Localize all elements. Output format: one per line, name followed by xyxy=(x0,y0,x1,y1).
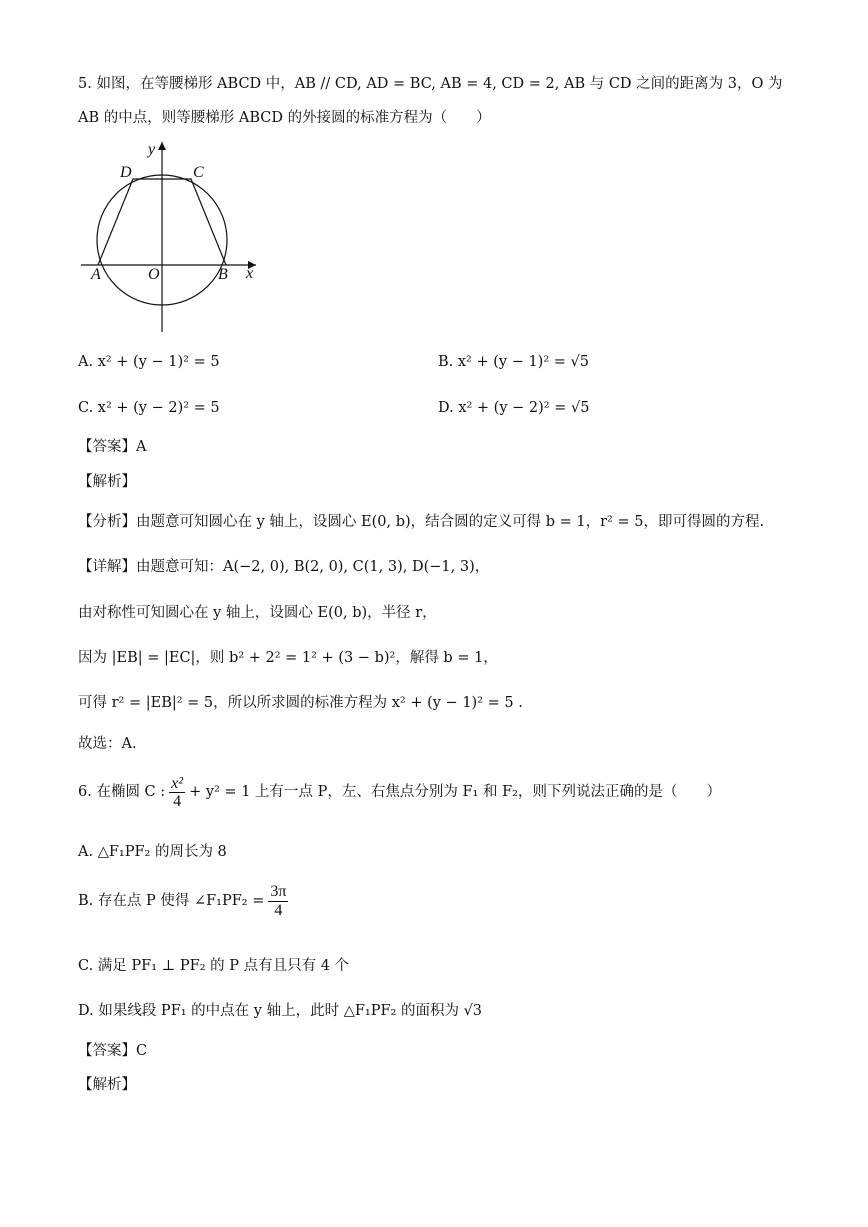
q5-option-b: B. x² + (y − 1)² = √5 xyxy=(438,354,589,370)
q6-option-b-text: B. 存在点 P 使得 ∠F₁PF₂ = xyxy=(78,893,265,909)
q5-detail-line3: 因为 |EB| = |EC|，则 b² + 2² = 1² + (3 − b)²，解得 b = 1， xyxy=(78,650,498,666)
q6-option-b-fraction xyxy=(268,883,288,920)
label-D: D xyxy=(120,164,132,181)
q5-option-c: C. x² + (y − 2)² = 5 xyxy=(78,400,220,416)
label-y: y xyxy=(148,141,156,158)
q5-figure xyxy=(78,138,268,338)
q6-stem-fraction xyxy=(169,775,185,810)
q6-option-c: C. 满足 PF₁ ⊥ PF₂ 的 P 点有且只有 4 个 xyxy=(78,958,350,974)
q5-detail-line2: 由对称性可知圆心在 y 轴上，设圆心 E(0, b)，半径 r， xyxy=(78,605,437,621)
q5-fenxi: 【分析】由题意可知圆心在 y 轴上，设圆心 E(0, b)，结合圆的定义可得 b = 1，r² = 5，即可得圆的方程. xyxy=(78,514,765,530)
q6-option-b-fraction-num: 3π xyxy=(270,882,287,900)
q5-option-d: D. x² + (y − 2)² = √5 xyxy=(438,400,590,416)
q5-detail-line4: 可得 r² = |EB|² = 5，所以所求圆的标准方程为 x² + (y − 1)² = 5 . xyxy=(78,695,523,711)
q6-option-b-fraction-den: 4 xyxy=(274,901,283,919)
label-A: A xyxy=(91,266,101,283)
q5-stem-line1: 5. 如图，在等腰梯形 ABCD 中，AB // CD, AD = BC, AB = 4, CD = 2, AB 与 CD 之间的距离为 3，O 为 xyxy=(78,76,783,92)
label-x: x xyxy=(246,265,254,282)
q5-detail-line1: 【详解】由题意可知：A(−2, 0), B(2, 0), C(1, 3), D(−1, 3)， xyxy=(78,559,490,575)
q5-answer: 【答案】A xyxy=(78,439,147,455)
q6-stem-prefix: 6. 在椭圆 C : xyxy=(78,784,166,800)
q5-analysis-title: 【解析】 xyxy=(78,474,136,490)
label-O: O xyxy=(148,266,160,283)
label-C: C xyxy=(193,164,204,181)
q6-option-d: D. 如果线段 PF₁ 的中点在 y 轴上，此时 △F₁PF₂ 的面积为 √3 xyxy=(78,1003,483,1019)
q6-stem-fraction-den: 4 xyxy=(173,792,182,810)
q6-analysis-title: 【解析】 xyxy=(78,1077,136,1093)
q6-stem-rest: + y² = 1 上有一点 P，左、右焦点分别为 F₁ 和 F₂，则下列说法正确的是（ ） xyxy=(189,784,721,800)
q6-option-b xyxy=(78,880,288,922)
q5-detail-line5: 故选：A. xyxy=(78,736,137,752)
y-axis-arrow xyxy=(158,142,166,150)
q6-stem xyxy=(78,772,721,812)
q6-option-a: A. △F₁PF₂ 的周长为 8 xyxy=(78,844,227,860)
q5-stem-line2: AB 的中点，则等腰梯形 ABCD 的外接圆的标准方程为（ ） xyxy=(78,110,491,126)
q6-answer: 【答案】C xyxy=(78,1043,148,1059)
label-B: B xyxy=(218,266,228,283)
q6-stem-fraction-num: x² xyxy=(171,774,184,792)
q5-option-a: A. x² + (y − 1)² = 5 xyxy=(78,354,220,370)
